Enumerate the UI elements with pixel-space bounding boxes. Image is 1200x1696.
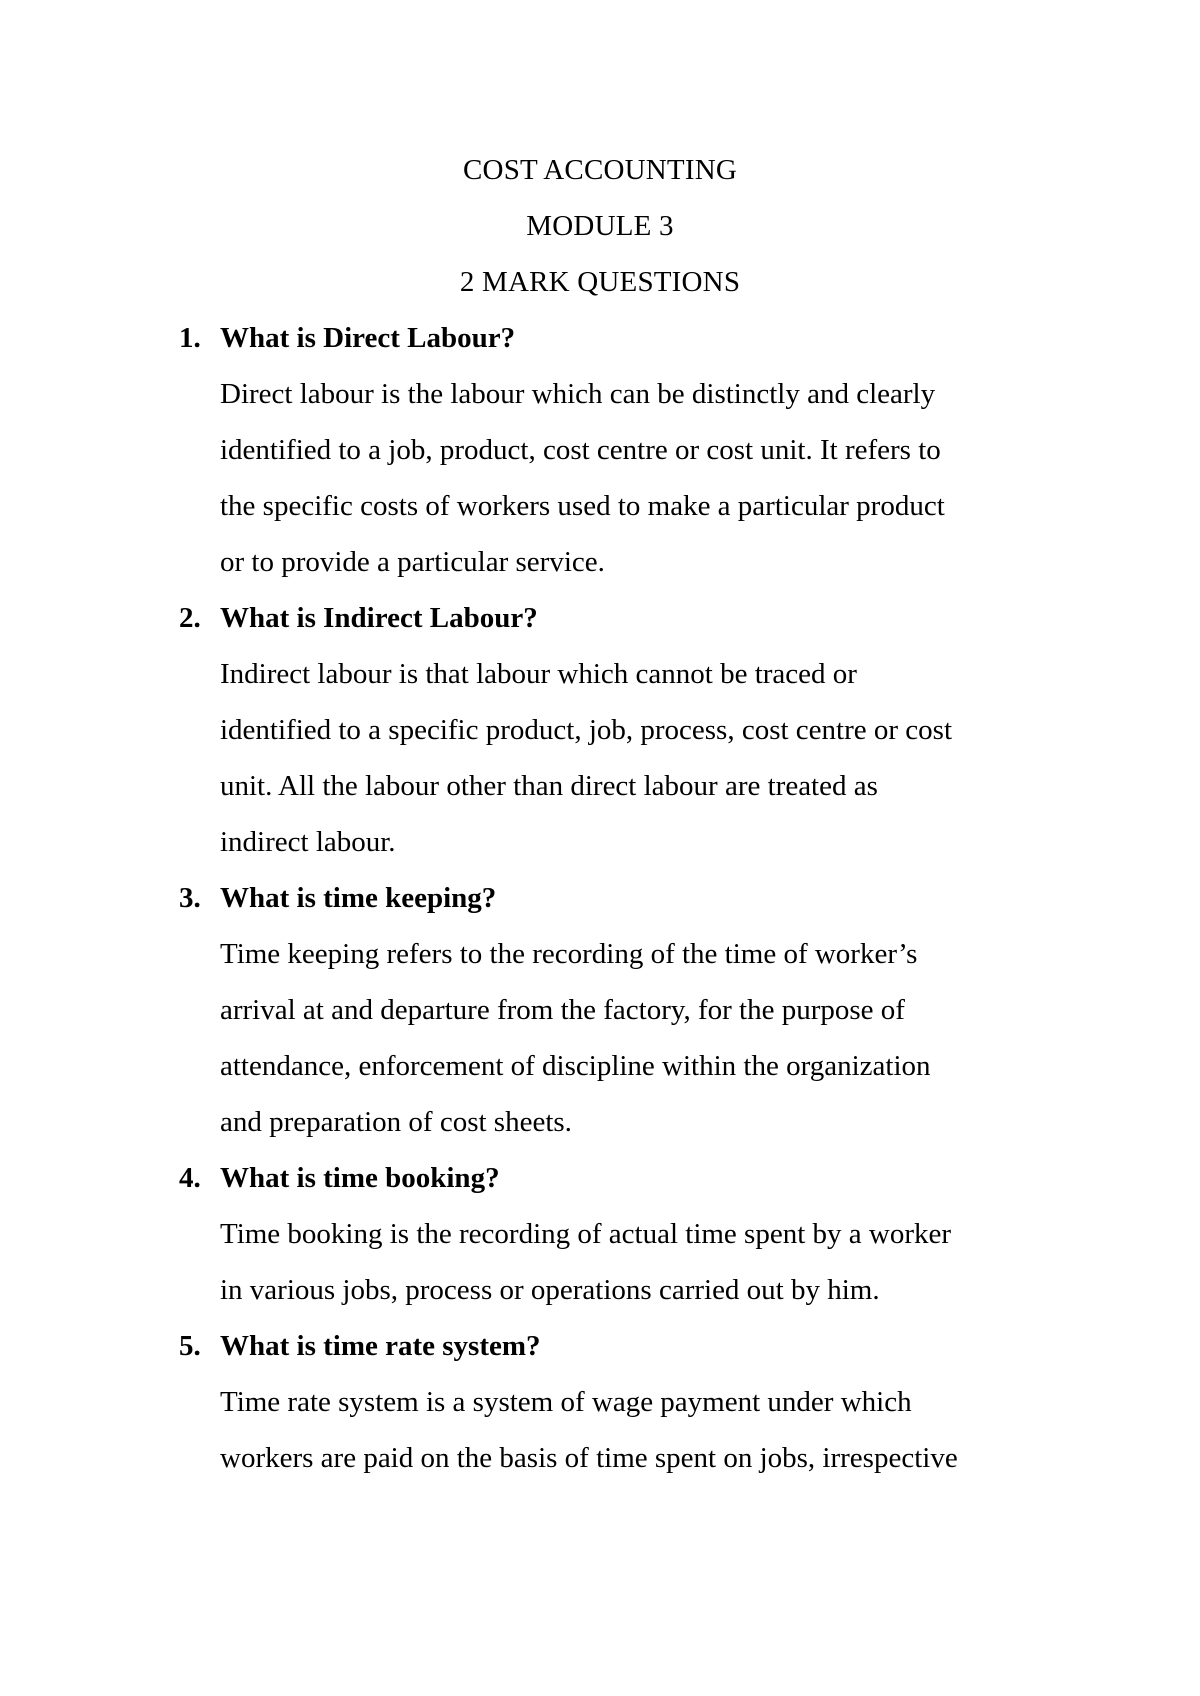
question-text: What is Direct Labour? xyxy=(220,322,516,354)
answer-line: workers are paid on the basis of time spent on jobs, irrespective xyxy=(220,1442,958,1474)
answer-line: identified to a job, product, cost centre or cost unit. It refers to xyxy=(220,434,941,466)
question-number: 1. xyxy=(179,322,201,354)
answer-line: attendance, enforcement of discipline within the organization xyxy=(220,1050,931,1082)
question-list xyxy=(0,310,1200,1486)
question-heading xyxy=(0,590,1200,646)
question-heading xyxy=(0,310,1200,366)
question-number: 2. xyxy=(179,602,201,634)
document-header xyxy=(0,142,1200,310)
document-title: COST ACCOUNTING xyxy=(463,154,737,186)
answer-line: or to provide a particular service. xyxy=(220,546,605,578)
answer-line: indirect labour. xyxy=(220,826,396,858)
question-item xyxy=(0,1318,1200,1486)
answer-line: arrival at and departure from the factory, for the purpose of xyxy=(220,994,905,1026)
answer-line: in various jobs, process or operations carried out by him. xyxy=(220,1274,880,1306)
question-number: 3. xyxy=(179,882,201,914)
question-text: What is Indirect Labour? xyxy=(220,602,538,634)
answer-line: Time keeping refers to the recording of the time of worker’s xyxy=(220,938,918,970)
question-item xyxy=(0,1150,1200,1318)
module-heading: MODULE 3 xyxy=(526,210,674,242)
question-item xyxy=(0,870,1200,1150)
answer-line: and preparation of cost sheets. xyxy=(220,1106,572,1138)
answer-line: Time booking is the recording of actual time spent by a worker xyxy=(220,1218,952,1250)
question-item xyxy=(0,590,1200,870)
question-text: What is time booking? xyxy=(220,1162,500,1194)
question-number: 5. xyxy=(179,1330,201,1362)
question-text: What is time rate system? xyxy=(220,1330,541,1362)
answer-line: the specific costs of workers used to make a particular product xyxy=(220,490,945,522)
answer-line: Indirect labour is that labour which cannot be traced or xyxy=(220,658,857,690)
question-heading xyxy=(0,870,1200,926)
answer-line: unit. All the labour other than direct labour are treated as xyxy=(220,770,878,802)
question-heading xyxy=(0,1318,1200,1374)
question-item xyxy=(0,310,1200,590)
question-heading xyxy=(0,1150,1200,1206)
question-text: What is time keeping? xyxy=(220,882,497,914)
question-number: 4. xyxy=(179,1162,201,1194)
answer-line: identified to a specific product, job, process, cost centre or cost xyxy=(220,714,953,746)
answer-line: Direct labour is the labour which can be distinctly and clearly xyxy=(220,378,936,410)
section-heading: 2 MARK QUESTIONS xyxy=(459,266,741,298)
answer-line: Time rate system is a system of wage payment under which xyxy=(220,1386,912,1418)
